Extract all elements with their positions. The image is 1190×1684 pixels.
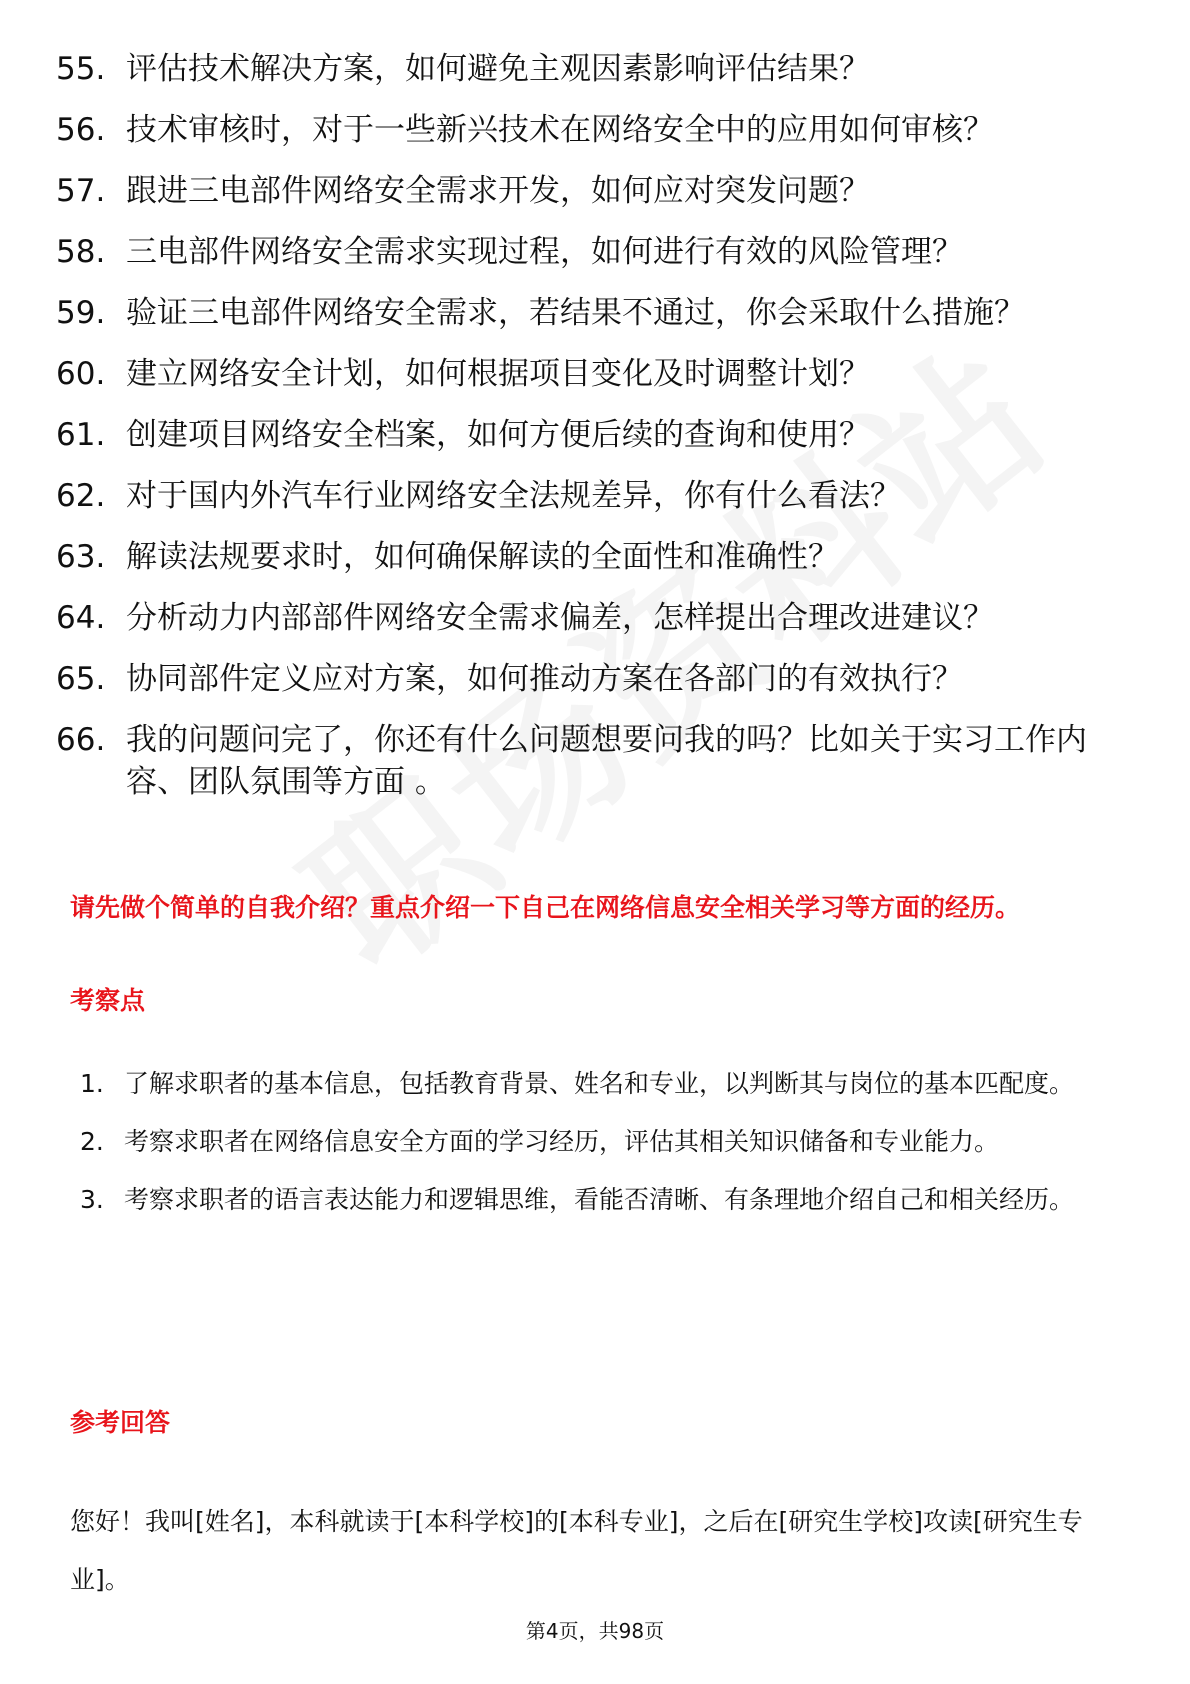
question-list	[56, 48, 1116, 822]
question-number: 55.	[56, 51, 106, 87]
focus-points-list	[80, 1055, 1120, 1229]
focus-point-item	[80, 1113, 1120, 1171]
question-number: 60.	[56, 356, 106, 392]
page-number-footer: 第4页，共98页	[525, 1619, 665, 1643]
focus-point-number: 2.	[80, 1127, 104, 1156]
question-item	[56, 292, 1116, 334]
question-number: 63.	[56, 539, 106, 575]
question-text: 建立网络安全计划，如何根据项目变化及时调整计划？	[126, 356, 870, 392]
question-item	[56, 231, 1116, 273]
question-item	[56, 536, 1116, 578]
question-item	[56, 658, 1116, 700]
question-number: 56.	[56, 112, 106, 148]
question-text: 跟进三电部件网络安全需求开发，如何应对突发问题？	[126, 173, 870, 209]
focus-point-number: 3.	[80, 1185, 104, 1214]
question-number: 65.	[56, 661, 106, 697]
section-question-heading: 请先做个简单的自我介绍？重点介绍一下自己在网络信息安全相关学习等方面的经历。	[70, 893, 1021, 922]
question-text: 创建项目网络安全档案，如何方便后续的查询和使用？	[126, 417, 870, 453]
question-item	[56, 475, 1116, 517]
focus-point-text: 考察求职者的语言表达能力和逻辑思维，看能否清晰、有条理地介绍自己和相关经历。	[124, 1185, 1075, 1214]
question-text: 三电部件网络安全需求实现过程，如何进行有效的风险管理？	[126, 234, 963, 270]
question-text: 协同部件定义应对方案，如何推动方案在各部门的有效执行？	[126, 661, 963, 697]
question-number: 57.	[56, 173, 106, 209]
question-text: 评估技术解决方案，如何避免主观因素影响评估结果？	[126, 51, 870, 87]
reference-answer-text: 您好！我叫[姓名]，本科就读于[本科学校]的[本科专业]，之后在[研究生学校]攻读[研究生专业]。	[70, 1507, 1083, 1594]
focus-point-text: 了解求职者的基本信息，包括教育背景、姓名和专业，以判断其与岗位的基本匹配度。	[124, 1069, 1075, 1098]
focus-points-heading: 考察点	[70, 986, 146, 1015]
question-number: 64.	[56, 600, 106, 636]
question-text: 分析动力内部部件网络安全需求偏差，怎样提出合理改进建议？	[126, 600, 994, 636]
question-number: 62.	[56, 478, 106, 514]
focus-point-item	[80, 1055, 1120, 1113]
question-item	[56, 353, 1116, 395]
question-item	[56, 414, 1116, 456]
question-number: 58.	[56, 234, 106, 270]
question-text: 对于国内外汽车行业网络安全法规差异，你有什么看法？	[126, 478, 901, 514]
question-text: 技术审核时，对于一些新兴技术在网络安全中的应用如何审核？	[126, 112, 994, 148]
question-item	[56, 109, 1116, 151]
question-number: 61.	[56, 417, 106, 453]
focus-point-item	[80, 1171, 1120, 1229]
question-text: 解读法规要求时，如何确保解读的全面性和准确性？	[126, 539, 839, 575]
focus-point-number: 1.	[80, 1069, 104, 1098]
reference-answer-heading: 参考回答	[70, 1408, 171, 1437]
question-text: 我的问题问完了，你还有什么问题想要问我的吗？比如关于实习工作内容、团队氛围等方面 。	[126, 722, 1087, 800]
question-item	[56, 48, 1116, 90]
focus-point-text: 考察求职者在网络信息安全方面的学习经历，评估其相关知识储备和专业能力。	[124, 1127, 1000, 1156]
question-text: 验证三电部件网络安全需求，若结果不通过，你会采取什么措施？	[126, 295, 1025, 331]
question-item	[56, 170, 1116, 212]
question-item	[56, 597, 1116, 639]
question-number: 59.	[56, 295, 106, 331]
question-number: 66.	[56, 722, 106, 758]
question-item	[56, 719, 1116, 803]
